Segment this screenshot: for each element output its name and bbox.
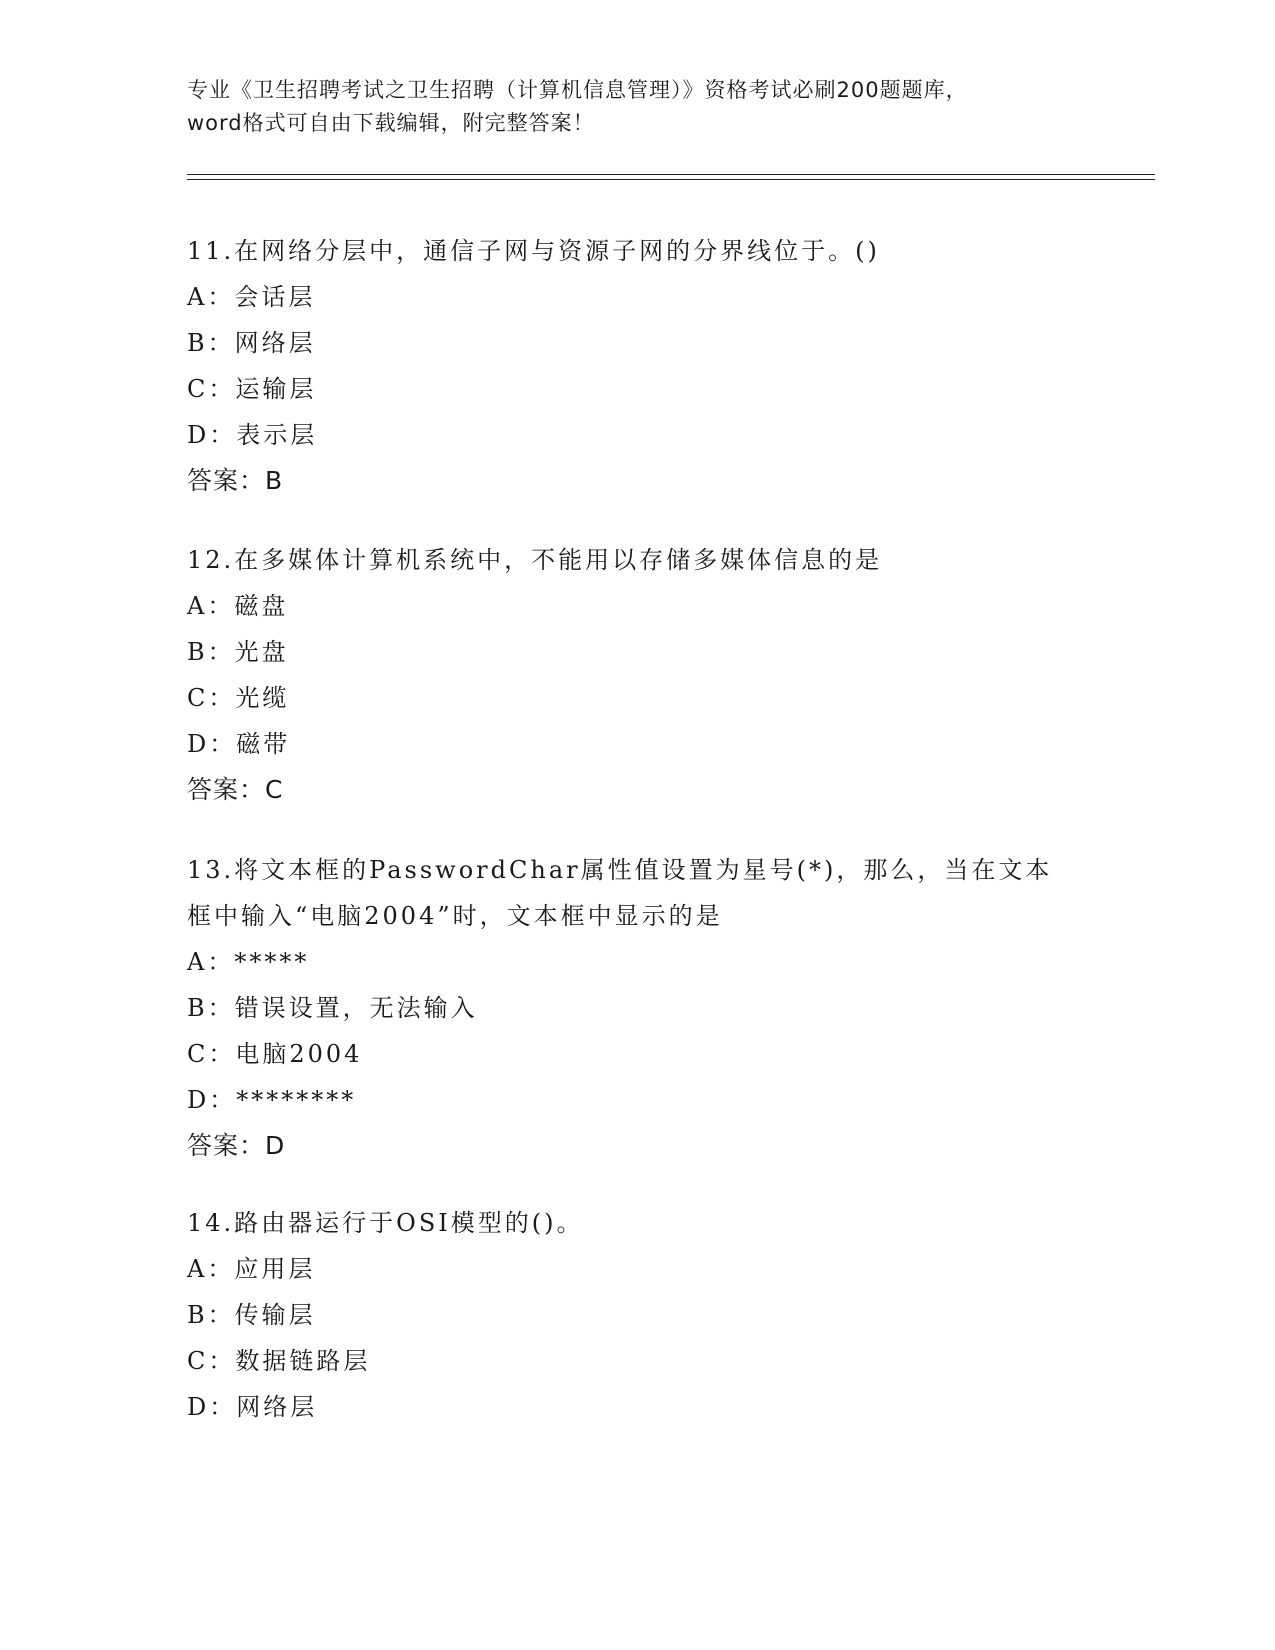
answer-label: 答案：C	[187, 775, 284, 804]
header-line-2: word格式可自由下载编辑，附完整答案！	[187, 111, 595, 135]
option-b: B：网络层	[187, 329, 316, 357]
answer-label: 答案：D	[187, 1131, 286, 1160]
question-stem: 11.在网络分层中，通信子网与资源子网的分界线位于。()	[187, 237, 880, 265]
option-c: C：数据链路层	[187, 1347, 371, 1375]
option-a: A：应用层	[187, 1255, 316, 1283]
option-b: B：光盘	[187, 638, 289, 666]
answer-label: 答案：B	[187, 466, 284, 495]
option-d: D：磁带	[187, 730, 291, 758]
question-14	[187, 1200, 1087, 1430]
option-b: B：错误设置，无法输入	[187, 994, 478, 1022]
question-stem: 12.在多媒体计算机系统中，不能用以存储多媒体信息的是	[187, 546, 883, 574]
option-d: D：表示层	[187, 421, 318, 449]
question-12	[187, 537, 1087, 813]
option-c: C：运输层	[187, 375, 317, 403]
option-d: D：网络层	[187, 1393, 318, 1421]
option-c: C：电脑2004	[187, 1040, 363, 1068]
header-rule-top	[187, 174, 1155, 175]
header-line-1: 专业《卫生招聘考试之卫生招聘（计算机信息管理）》资格考试必刷200题题库，	[187, 78, 968, 102]
question-stem-line-1: 13.将文本框的PasswordChar属性值设置为星号(*)，那么，当在文本	[187, 856, 1053, 884]
option-d: D：********	[187, 1086, 357, 1114]
header-rule-bottom	[187, 179, 1155, 180]
option-a: A：磁盘	[187, 592, 289, 620]
option-a: A：会话层	[187, 283, 316, 311]
question-11	[187, 228, 1087, 504]
option-a: A：*****	[187, 948, 310, 976]
option-b: B：传输层	[187, 1301, 316, 1329]
question-13	[187, 847, 1087, 1169]
document-header	[187, 74, 1087, 140]
question-stem: 14.路由器运行于OSI模型的()。	[187, 1209, 584, 1237]
option-c: C：光缆	[187, 684, 290, 712]
question-stem-line-2: 框中输入“电脑2004”时，文本框中显示的是	[187, 902, 723, 930]
